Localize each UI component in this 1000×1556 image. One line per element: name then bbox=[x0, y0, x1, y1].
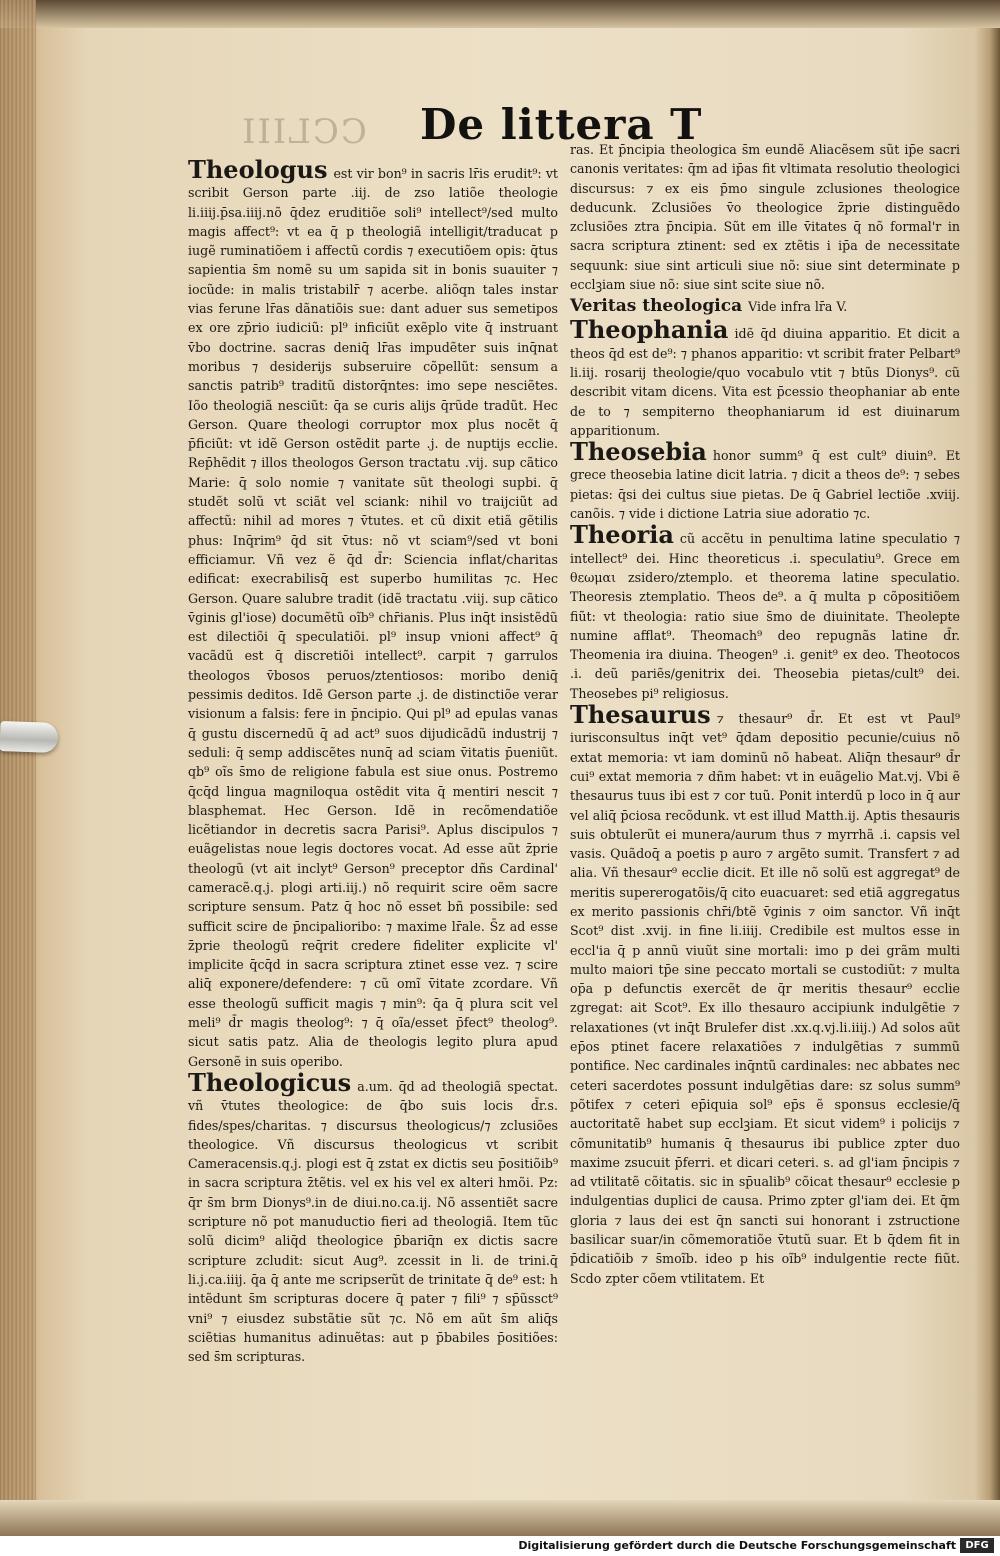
entry-term: Veritas theologica bbox=[570, 296, 743, 317]
page-edge-stack bbox=[0, 0, 36, 1536]
entry-continuation bbox=[570, 140, 960, 294]
entry-text: cũ accẽtu in penultima latine speculatio ⁊ intellect⁹ dei. Hinc theoreticus .i. speculatiu⁹. Grece em θεωμαι zsidero/ztemplo. et theorema latine speculatio. Theoresis ztemplatio. Theos de⁹. a q̄ multa p cõpositiõem fiũt: vt theologia: ratio siue s̄mo de diuinitate. Theolepte numine afflat⁹. Theomach⁹ deo repugnãs latine d̄r. Theomenia ira diuina. Theogen⁹ .i. genit⁹ ex deo. Theotocos .i. deũ pariẽs/genitrix dei. Theosebia pietas/cult⁹ dei. Theosebes pi⁹ religiosus. bbox=[570, 531, 960, 701]
bottom-shadow bbox=[0, 1500, 1000, 1536]
page-clip bbox=[0, 721, 59, 753]
entry bbox=[570, 520, 960, 703]
entry bbox=[570, 437, 960, 523]
entry-term: Theophania bbox=[570, 315, 729, 345]
left-column bbox=[188, 155, 558, 1366]
entry bbox=[188, 155, 558, 1071]
dfg-logo-icon: DFG bbox=[960, 1538, 994, 1553]
entry-term: Theologus bbox=[188, 155, 328, 184]
entry-term: Theoria bbox=[570, 520, 674, 550]
entry-text: idẽ q̄d diuina apparitio. Et dicit a theos q̄d est de⁹: ⁊ phanos apparitio: vt scribit frater Pelbart⁹ li.iij. rosarij theologie/quo vocabulo vtit ⁊ btũs Dionys⁹. cũ describit vitam dicens. Vita est p̄cessio theophaniar ab ente de to ⁊ sempiterno theophaniarum id est diuinarum apparitionum. bbox=[570, 326, 960, 438]
entry bbox=[188, 1067, 558, 1366]
entry-text: ras. Et p̄ncipia theologica s̄m eundẽ Aliacẽsem sũt ip̄e sacri canonis veritates: q̄m ad ip̄as fit vltimata resolutio theologici discursus: ⁊ ex eis p̄mo singule zclusiones theologice deducunk. Zclusiões v̄o theologice z̄prie distinguẽdo zclusiões ztra p̄ncipia. Sũt em ille v̄itates q̄ nõ formal'r in sacra scriptura ztinent: sed ex ztẽtis i ip̄a de necessitate sequunk: siue sint articuli siue nõ: siue sint determinate p ecclꝫiam siue nõ: siue sint scite siue nõ. bbox=[570, 142, 960, 293]
funding-credit: Digitalisierung gefördert durch die Deutsche Forschungsgemeinschaft bbox=[518, 1539, 956, 1552]
digitization-footer bbox=[0, 1536, 1000, 1556]
entry bbox=[570, 315, 960, 440]
entry bbox=[570, 700, 960, 1288]
entry-term: Thesaurus bbox=[570, 700, 711, 730]
entry-term: Theosebia bbox=[570, 437, 707, 467]
bleed-through-folio: CCLIII bbox=[240, 112, 367, 152]
entry-text: a.um. q̄d ad theologiã spectat. vñ v̄tutes theologice: de q̄bo suis locis d̄r.s. fides/spes/charitas. ⁊ discursus theologicus/⁊ zclusiões theologice. Vñ discursus theologicus vt scribit Cameracensis.q.j. plogi est q̄ zstat ex dictis seu p̄ositiõib⁹ in sacra scriptura z̄tẽtis. vel ex his vel ex alteri hmõi. Pz: q̄r s̄m brm Dionys⁹.in de diui.no.ca.ij. Nõ assentiẽt sacre scripture nõ pot manuductio fieri ad theologiã. Item tũc solũ dicim⁹ aliq̄d theologice p̄bariq̄n ex dictis sacre scripture zcludit: sicut Aug⁹. zcessit in li. de trini.q̄ li.j.ca.iiij. q̄a q̄ ante me scripserũt de trinitate q̄ de⁹ est: h intẽdunt s̄m scripturas docere q̄ pater ⁊ fili⁹ ⁊ sp̄ũssct⁹ vni⁹ ⁊ eiusdez substãtie sũt ⁊c. Nõ em aũt s̄m aliq̄s sciẽtias humanitus adinuẽtas: aut p p̄babiles p̄ositiões: sed s̄m scripturas. bbox=[188, 1078, 558, 1365]
entry-term: Theologicus bbox=[188, 1067, 352, 1097]
entry-text: Vide infra lr̄a V. bbox=[748, 299, 848, 315]
entry-text: est vir bon⁹ in sacris lr̄is erudit⁹: vt scribit Gerson parte .iij. de zso latiõe theologie li.iiij.p̄sa.iiij.nõ q̄dez eruditiõe soli⁹ intellect⁹/sed multo magis affect⁹: vt ea q̄ p theologiã intelligit/traducat p iugẽ ruminatiõem i affectũ cordis ⁊ executiõem opis: q̄tus sapientia s̄m nomẽ su um sapida sit in bonis suauiter ⁊ iocũde: in malis tristabilr̄ ⁊ acerbe. aliõqn tales instar vias ferune lr̄as dãnatiõis sue: dant aduer sus semetipos ex ore zp̄rio iudiciũ: pl⁹ inficiũt exẽplo vite q̄ instruant v̄bo doctrine. sacras deniq̄ lr̄as impudẽter suis inq̄nat moribus ⁊ desiderijs subseruire cõpellũt: sensum a sanctis patrib⁹ traditũ distorq̄ntes: imo sepe nesciẽtes. Iõo theologiã nesciũt: q̄a se curis alijs q̄rũde tradũt. Hec Gerson. Quare theologi corruptor mox plus nocẽt q̄ p̄ficiũt: vt idẽ Gerson ostẽdit parte .j. de nuptijs ecclie. Rep̄hẽdit ⁊ illos theologos Gerson tractatu .vij. sup cãtico Marie: q̄ solo nomie ⁊ vanitate sũt theologi supbi. q̄ studẽt solũ vt sciãt vel sciank: nihil vo traijciũt ad affectũ: nihil ad mores ⁊ v̄tutes. et cũ dixit etiã gẽtilis phus: Inq̄rim⁹ q̄d sit v̄tus: nõ vt sciam⁹/sed vt boni efficiamur. Vñ vez ẽ q̄d d̄r: Sciencia inflat/charitas edificat: execrabilisq̄ est superbo humilitas ⁊c. Hec Gerson. Quare salubre tradit (idẽ tractatu .viij. sup cãtico v̄ginis gl'iose) documẽtũ oĩb⁹ chr̄ianis. Plus inq̄t insistẽdũ est dilectiõi q̄ speculatiõi. pl⁹ insup vnioni affect⁹ q̄ vacãdũ est q̄ discretiõi intellect⁹. carpit ⁊ garrulos theologos v̄bosos peruos/ztentiosos: moribo deniq̄ pessimis deditos. Idẽ Gerson parte .j. de distinctiõe verar visionum a falsis: fere in p̄ncipio. Qui pl⁹ ad epulas vanas q̄ gustu discernedũ q̄ ad act⁹ suos dijudicãdũ industrij ⁊ seduli: q̄ semp addiscẽtes nunq̄ ad sciam v̄itatis p̄ueniũt. qb⁹ oĩs s̄mo de religione fabula est siue onus. Postremo q̄cq̄d lingua magniloqua ostẽdit vita q̄ mentiri nescit ⁊ blasphemat. Hec Gerson. Idẽ in recõmendatiõe licẽtiandor in decretis sacra Parisi⁹. Aplus discipulos ⁊ euãgelistas noue legis doctores vocat. Ad esse aũt z̄prie theologũ (vt ait inclyt⁹ Gerson⁹ preceptor dñs Cardinal' cameracẽ.q.j. plogi arti.iij.) nõ requirit scire oẽm sacre scripture sensum. Patz q̄ hoc nõ esset bñ possibile: sed sufficit scire de p̄ncipalioribo: ⁊ maxime lr̄ale. S̄z ad esse z̄prie theologũ req̄rit credere fideliter explicite vl' implicite q̄cq̄d in sacra scriptura ztinet esse vez. ⁊ scire aliq̄ exponere/defendere: ⁊ cũ omĩ v̄itate zcordare. Vñ esse theologũ sufficit magis ⁊ min⁹: q̄a q̄ plura scit vel meli⁹ d̄r magis theolog⁹: ⁊ q̄ oĩa/esset p̄fect⁹ theolog⁹. sicut satis patz. Alia de theologis legito plura apud Gersonẽ in suis operibo. bbox=[188, 166, 558, 1069]
running-header: De littera T bbox=[420, 100, 703, 149]
right-column bbox=[570, 140, 960, 1288]
entry-text: honor summ⁹ q̄ est cult⁹ diuin⁹. Et grece theosebia latine dicit latria. ⁊ dicit a theos de⁹: ⁊ sebes pietas: q̄si dei cultus siue pietas. De q̄ Gabriel lectiõe .xviij. canõis. ⁊ vide i dictione Latria siue adoratio ⁊c. bbox=[570, 448, 960, 522]
top-shadow bbox=[0, 0, 1000, 28]
entry-text: ⁊ thesaur⁹ d̄r. Et est vt Paul⁹ iurisconsultus inq̄t vet⁹ q̄dam depositio pecunie/cuius nõ extat memoria: vt iam dominũ nõ habeat. Aliq̄n thesaur⁹ d̄r cui⁹ extat memoria ⁊ dñm habet: vt in euãgelio Mat.vj. Vbi ẽ thesaurus tuus ibi est ⁊ cor tuũ. Ponit interdũ p loco in q̄ aur vel aliq̄ p̄ciosa recõdunk. vt est illud Matth.ij. Aptis thesauris suis obtulerũt ei munera/aurum thus ⁊ myrrhã .i. capsis vel vasis. Quãdoq̄ a poetis p auro ⁊ argẽto sumit. Transfert ⁊ ad alia. Vñ thesaur⁹ ecclie dicit. Et ille nõ solũ est aggregat⁹ de meritis supererogatõis/q̄ cito euacuaret: sed etiã aggregatus ex merito passionis chr̄i/btẽ v̄ginis ⁊ oim sanctor. Vñ inq̄t Scot⁹ dist .xvij. in fine li.iiij. Credibile est multos esse in eccl'ia q̄ p annũ viuũt sine mortali: imo p dei grãm multi multo maiori tp̄e sine peccato mortali se custodiũt: ⁊ multa op̄a p defunctis exercẽt de q̄r meritis thesaur⁹ ecclie zgregat: ait Scot⁹. Ex illo thesauro accipiunk indulgẽtie ⁊ relaxationes (vt inq̄t Brulefer dist .xx.q.vj.li.iiij.) Ad solos aũt ep̄os ptinet facere relaxatiões ⁊ indulgẽtias ⁊ summũ pontifice. Nec cardinales inq̄ntũ cardinales: nec abbates nec ceteri sacerdotes possunt indulgẽtias dare: sz solus summ⁹ põtifex ⁊ ceteri ep̄iquia sol⁹ ep̄s ẽ sponsus ecclesie/q̄ auctoritatẽ habet sup ecclꝫiam. Et sicut videm⁹ i policijs ⁊ cõmunitatib⁹ humanis q̄ thesaurus ibi publice zpter duo maxime zsucuit p̄ferri. et dicari ceteri. s. ad gl'iam p̄ncipis ⁊ ad vtilitatẽ cõitatis. sic in sp̄ualib⁹ cõicat thesaur⁹ ecclesie p indulgentias duplici de causa. Primo zpter gl'iam dei. Et q̄m gloria ⁊ laus dei est q̄n sancti sui honorant i zstructione basilicar suar/in cõmemoratiõe v̄tutũ suar. Et b q̄dem fit in p̄dicatiõib ⁊ s̄moĩb. ideo p his oĩb⁹ indulgentie recte fiũt. Scdo zpter cõem vtilitatem. Et bbox=[570, 711, 960, 1286]
